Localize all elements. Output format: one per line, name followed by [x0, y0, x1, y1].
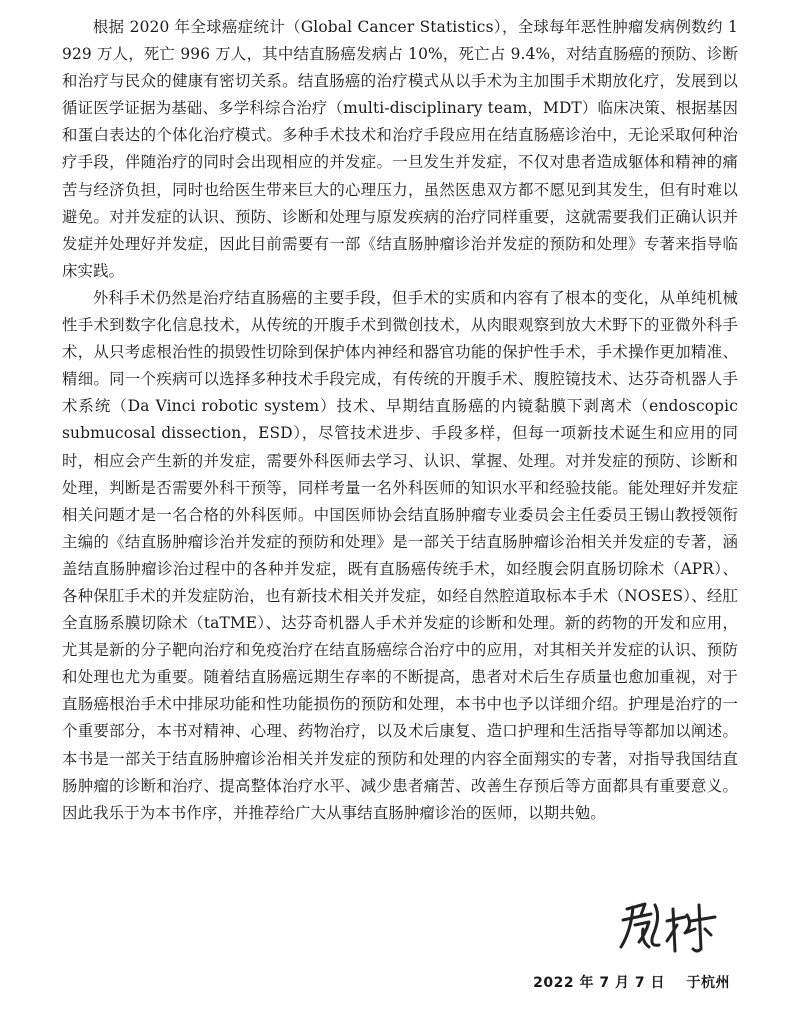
paragraph-1: 根据 2020 年全球癌症统计（Global Cancer Statistics），全球每年恶性肿瘤发病例数约 1 929 万人，死亡 996 万人，其中结直肠癌发病占 10%，死亡占 9.4%，对结直肠癌的预防、诊断和治疗与民众的健康有密切关系。结直肠癌的治疗模式从以手术为主加围手术期放化疗，发展到以循证医学证据为基础、多学科综合治疗（multi-disciplinary team，MDT）临床决策、根据基因和蛋白表达的个体化治疗模式。多种手术技术和治疗手段应用在结直肠癌诊治中，无论采取何种治疗手段，伴随治疗的同时会出现相应的并发症。一旦发生并发症，不仅对患者造成躯体和精神的痛苦与经济负担，同时也给医生带来巨大的心理压力，虽然医患双方都不愿见到其发生，但有时难以避免。对并发症的认识、预防、诊断和处理与原发疾病的治疗同样重要，这就需要我们正确认识并发症并处理好并发症，因此目前需要有一部《结直肠肿瘤诊治并发症的预防和处理》专著来指导临床实践。 — [62, 18, 738, 280]
preface-body — [62, 14, 738, 827]
handwritten-signature — [615, 895, 725, 960]
date-line — [533, 972, 730, 992]
paragraph-2: 外科手术仍然是治疗结直肠癌的主要手段，但手术的实质和内容有了根本的变化，从单纯机械性手术到数字化信息技术，从传统的开腹手术到微创技术，从肉眼观察到放大术野下的亚微外科手术，从只考虑根治性的损毁性切除到保护体内神经和器官功能的保护性手术，手术操作更加精准、精细。同一个疾病可以选择多种技术手段完成，有传统的开腹手术、腹腔镜技术、达芬奇机器人手术系统（Da Vinci robotic system）技术、早期结直肠癌的内镜黏膜下剥离术（endoscopic submucosal dissection，ESD），尽管技术进步、手段多样，但每一项新技术诞生和应用的同时，相应会产生新的并发症，需要外科医师去学习、认识、掌握、处理。对并发症的预防、诊断和处理，判断是否需要外科干预等，同样考量一名外科医师的知识水平和经验技能。能处理好并发症相关问题才是一名合格的外科医师。中国医师协会结直肠肿瘤专业委员会主任委员王锡山教授领衔主编的《结直肠肿瘤诊治并发症的预防和处理》是一部关于结直肠肿瘤诊治相关并发症的专著，涵盖结直肠肿瘤诊治过程中的各种并发症，既有直肠癌传统手术，如经腹会阴直肠切除术（APR）、各种保肛手术的并发症防治，也有新技术相关并发症，如经自然腔道取标本手术（NOSES）、经肛全直肠系膜切除术（taTME）、达芬奇机器人手术并发症的诊断和处理。新的药物的开发和应用，尤其是新的分子靶向治疗和免疫治疗在结直肠癌综合治疗中的应用，对其相关并发症的认识、预防和处理也尤为重要。随着结直肠癌远期生存率的不断提高，患者对术后生存质量也愈加重视，对于直肠癌根治手术中排尿功能和性功能损伤的预防和处理，本书中也予以详细介绍。护理是治疗的一个重要部分，本书对精神、心理、药物治疗，以及术后康复、造口护理和生活指导等都加以阐述。本书是一部关于结直肠肿瘤诊治相关并发症的预防和处理的内容全面翔实的专著，对指导我国结直肠肿瘤的诊断和治疗、提高整体治疗水平、减少患者痛苦、改善生存预后等方面都具有重要意义。因此我乐于为本书作序，并推荐给广大从事结直肠肿瘤诊治的医师，以期共勉。 — [62, 288, 738, 822]
date: 2022 年 7 月 7 日 — [533, 975, 665, 991]
place: 于杭州 — [686, 975, 730, 991]
